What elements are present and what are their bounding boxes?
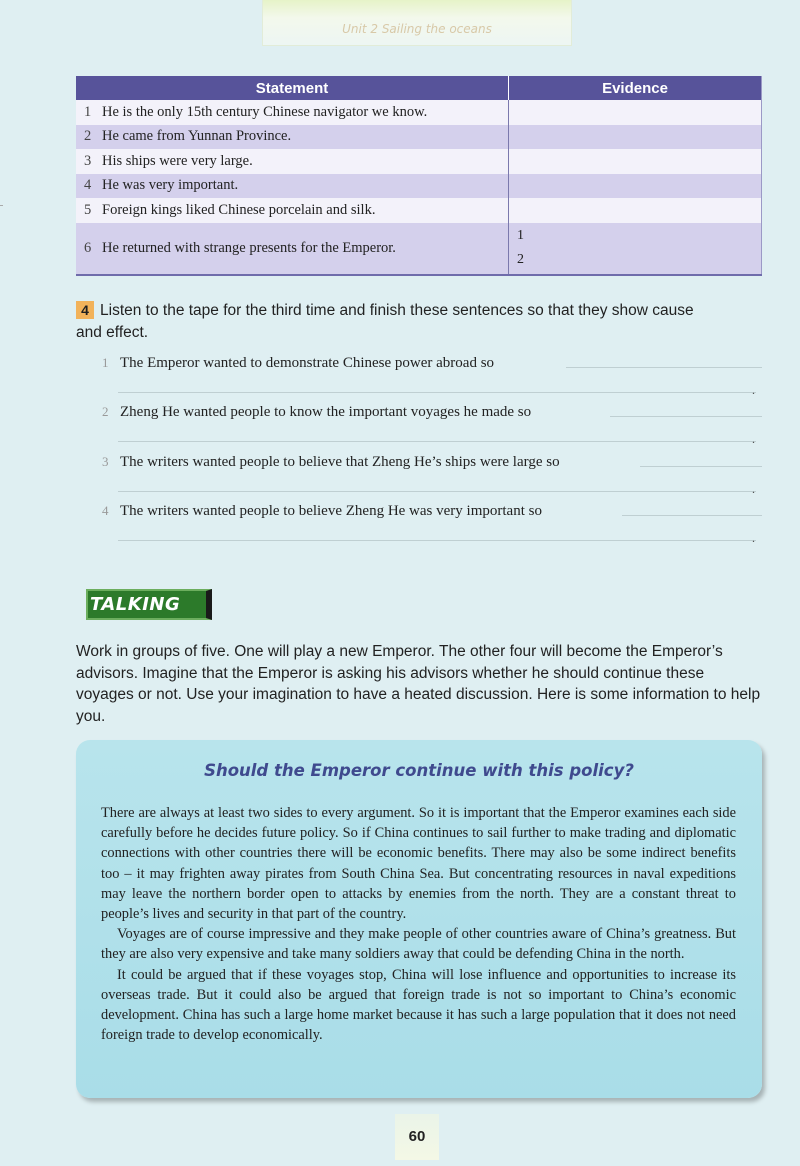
talking-section-heading: TALKING [86,589,212,620]
statement-cell: 6 He returned with strange presents for the Emperor. [76,223,509,275]
sentence-end-mark: . [752,383,755,397]
answer-blank[interactable] [622,515,762,516]
policy-info-box [76,740,762,1098]
answer-blank[interactable] [118,441,756,442]
policy-paragraph: There are always at least two sides to every argument. So it is important that the Emperor examines each side carefully before he decides future policy. So if China continues to sail further to make trading and diplomatic connections with other countries there will be economic benefits. There may also be some indirect benefits too – it may frighten away pirates from South China Sea. But concentrating resources in naval expeditions may leave the northern border open to attacks by enemies from the north. They are a constant threat to people’s lives and security in that part of the country. [101,805,736,923]
policy-box-title: Should the Emperor continue with this policy? [204,761,634,780]
evidence-cell[interactable] [509,198,762,223]
answer-blank[interactable] [118,540,756,541]
table-row [76,149,762,174]
table-row [76,198,762,223]
unit-title: Unit 2 Sailing the oceans [342,22,492,36]
statement-cell: 1 He is the only 15th century Chinese navigator we know. [76,100,509,125]
page-number: 60 [395,1114,439,1160]
policy-box-text [101,803,736,1045]
policy-paragraph: Voyages are of course impressive and they make people of other countries aware of China’s greatness. But they are also very expensive and take many soldiers away that could be defending China in the north. [101,926,736,963]
margin-mark [0,205,3,206]
statement-cell: 3 His ships were very large. [76,149,509,174]
statement-column-header: Statement [76,76,509,100]
sentence-item: 1 The Emperor wanted to demonstrate Chinese power abroad so [102,355,762,372]
table-row [76,125,762,150]
sentence-end-mark: . [752,531,755,545]
exercise-number-badge: 4 [76,301,94,319]
statement-cell: 5 Foreign kings liked Chinese porcelain and silk. [76,198,509,223]
table-row [76,223,762,275]
answer-blank[interactable] [118,491,756,492]
table-row [76,174,762,199]
sentence-item: 2 Zheng He wanted people to know the important voyages he made so [102,404,762,421]
evidence-cell[interactable] [509,174,762,199]
answer-blank[interactable] [610,416,762,417]
evidence-cell[interactable] [509,149,762,174]
evidence-cell[interactable] [509,223,762,275]
exercise-instruction: Listen to the tape for the third time and finish these sentences so that they show cause and effect. [76,302,694,341]
evidence-cell[interactable] [509,100,762,125]
statement-cell: 2 He came from Yunnan Province. [76,125,509,150]
policy-paragraph: It could be argued that if these voyages stop, China will lose influence and opportunities to increase its overseas trade. But it could also be argued that foreign trade is not so important to China’s economic development. China has such a large home market because it has such a large population that it does not need foreign trade to develop economically. [101,966,736,1044]
table-row [76,100,762,125]
sentence-end-mark: . [752,482,755,496]
sentence-item: 4 The writers wanted people to believe Zheng He was very important so [102,503,762,520]
unit-header-tab [262,0,572,46]
evidence-cell[interactable] [509,125,762,150]
statement-evidence-table [76,76,762,276]
talking-instructions: Work in groups of five. One will play a new Emperor. The other four will become the Emperor’s advisors. Imagine that the Emperor is asking his advisors whether he should continue these voyages or not. Use your imagination to have a heated discussion. Here is some information to help you. [76,643,761,725]
evidence-column-header: Evidence [509,76,762,100]
sentence-item: 3 The writers wanted people to believe that Zheng He’s ships were large so [102,454,762,471]
answer-blank[interactable] [118,392,756,393]
answer-blank[interactable] [640,466,762,467]
sentence-end-mark: . [752,432,755,446]
evidence-item-number: 2 [517,252,524,268]
evidence-item-number: 1 [517,228,524,244]
answer-blank[interactable] [566,367,762,368]
statement-cell: 4 He was very important. [76,174,509,199]
